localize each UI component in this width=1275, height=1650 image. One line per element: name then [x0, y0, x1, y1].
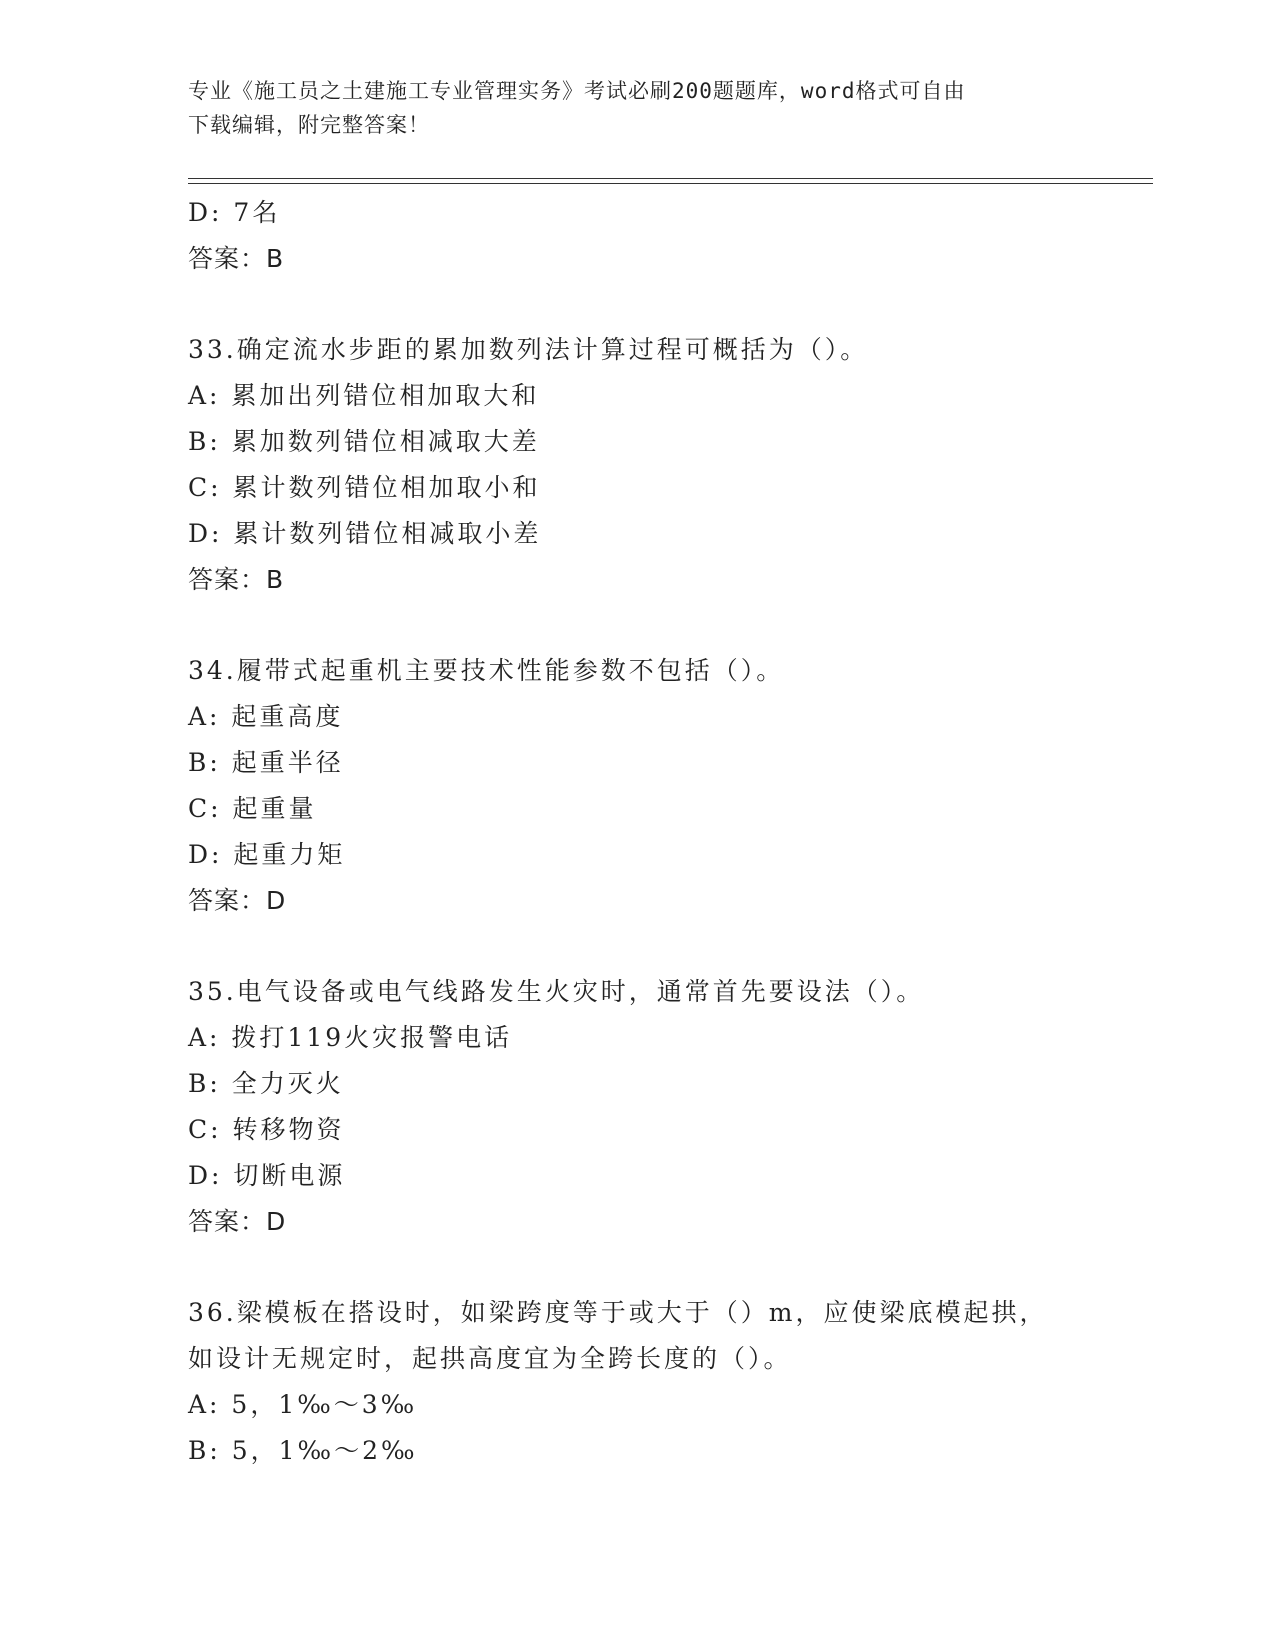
carryover-answer: 答案：B — [188, 244, 285, 273]
option-b: B: 起重半径 — [188, 748, 344, 777]
question-stem: 35.电气设备或电气线路发生火灾时，通常首先要设法（）。 — [188, 977, 925, 1006]
option-a: A: 累加出列错位相加取大和 — [188, 381, 540, 410]
spacer — [188, 603, 1148, 648]
option-b: B: 累加数列错位相减取大差 — [188, 427, 540, 456]
option-a: A: 起重高度 — [188, 702, 344, 731]
question-stem-line-2: 如设计无规定时，起拱高度宜为全跨长度的（）。 — [188, 1344, 792, 1373]
question-stem: 33.确定流水步距的累加数列法计算过程可概括为（）。 — [188, 335, 869, 364]
answer: 答案：D — [188, 1207, 287, 1236]
option-a: A: 5，1‰～3‰ — [188, 1390, 418, 1419]
option-c: C: 转移物资 — [188, 1115, 345, 1144]
question-stem-line-1: 36.梁模板在搭设时，如梁跨度等于或大于（）m，应使梁底模起拱， — [188, 1298, 1048, 1327]
spacer — [188, 1245, 1148, 1290]
header-rule-bottom — [188, 183, 1153, 184]
header-line-2: 下载编辑，附完整答案！ — [188, 113, 430, 137]
option-b: B: 全力灭火 — [188, 1069, 344, 1098]
spacer — [188, 924, 1148, 969]
header-line-1: 专业《施工员之土建施工专业管理实务》考试必刷200题题库，word格式可自由 — [188, 79, 966, 103]
answer: 答案：B — [188, 565, 285, 594]
question-33 — [188, 327, 1148, 603]
question-36 — [188, 1290, 1148, 1474]
document-header — [188, 74, 1088, 142]
question-stem: 34.履带式起重机主要技术性能参数不包括（）。 — [188, 656, 785, 685]
option-c: C: 累计数列错位相加取小和 — [188, 473, 541, 502]
option-d: D: 累计数列错位相减取小差 — [188, 519, 542, 548]
answer: 答案：D — [188, 886, 287, 915]
header-rule-top — [188, 178, 1153, 179]
carryover-option-d: D: 7名 — [188, 198, 281, 227]
question-list — [188, 190, 1148, 1474]
option-d: D: 起重力矩 — [188, 840, 346, 869]
option-c: C: 起重量 — [188, 794, 317, 823]
question-34 — [188, 648, 1148, 924]
spacer — [188, 282, 1148, 327]
option-d: D: 切断电源 — [188, 1161, 346, 1190]
option-b: B: 5，1‰～2‰ — [188, 1436, 418, 1465]
question-35 — [188, 969, 1148, 1245]
option-a: A: 拨打119火灾报警电话 — [188, 1023, 513, 1052]
